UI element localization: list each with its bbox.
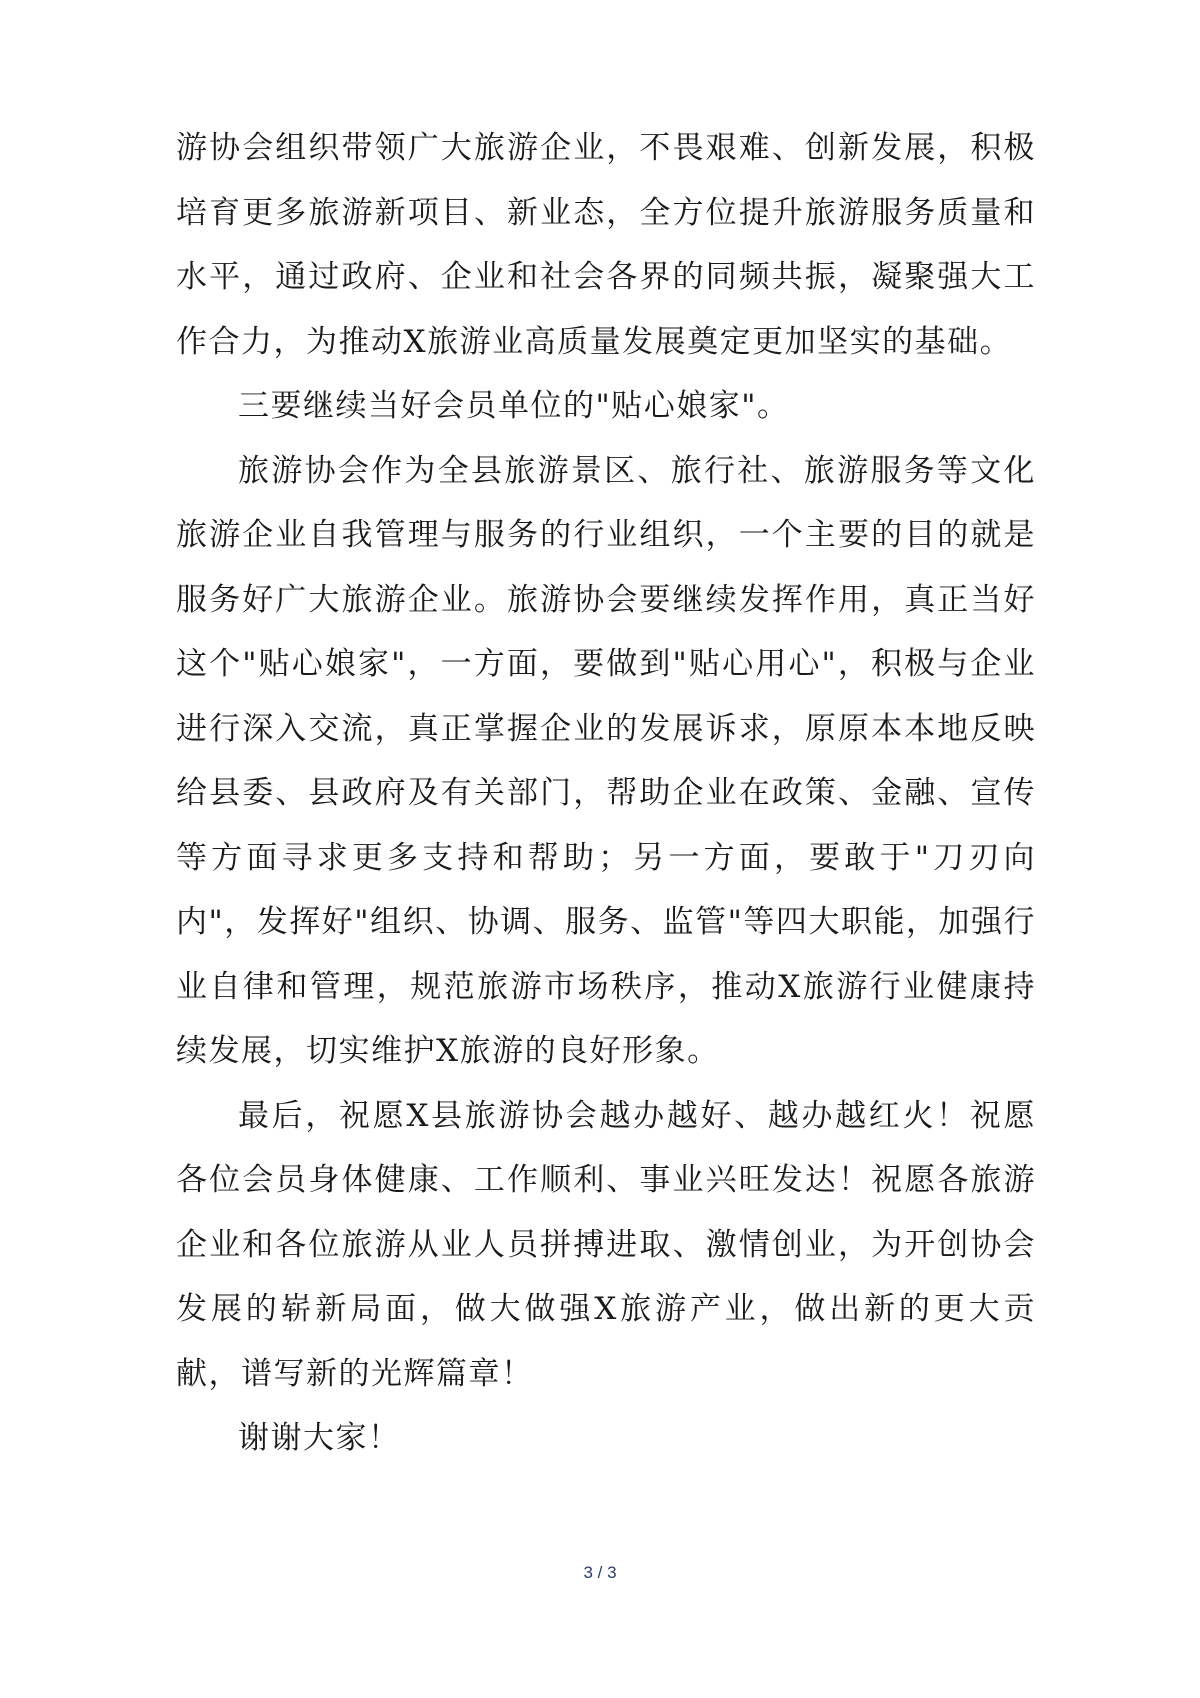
page-number: 3 / 3 bbox=[583, 1563, 617, 1582]
paragraph-thanks: 谢谢大家！ bbox=[238, 1420, 401, 1456]
document-body bbox=[176, 116, 1036, 1471]
paragraph-association-role: 旅游协会作为全县旅游景区、旅行社、旅游服务等文化旅游企业自我管理与服务的行业组织，一个主要的目的就是服务好广大旅游企业。旅游协会要继续发挥作用，真正当好这个"贴心娘家"，一方面，要做到"贴心用心"，积极与企业进行深入交流，真正掌握企业的发展诉求，原原本本地反映给县委、县政府及有关部门，帮助企业在政策、金融、宣传等方面寻求更多支持和帮助；另一方面，要敢于"刀刃向内"，发挥好"组织、协调、服务、监管"等四大职能，加强行业自律和管理，规范旅游市场秩序，推动X旅游行业健康持续发展，切实维护X旅游的良好形象。 bbox=[176, 452, 1036, 1069]
paragraph-continuation: 游协会组织带领广大旅游企业，不畏艰难、创新发展，积极培育更多旅游新项目、新业态，全方位提升旅游服务质量和水平，通过政府、企业和社会各界的同频共振，凝聚强大工作合力，为推动X旅游业高质量发展奠定更加坚实的基础。 bbox=[176, 130, 1036, 360]
paragraph-closing-wishes: 最后，祝愿X县旅游协会越办越好、越办越红火！祝愿各位会员身体健康、工作顺利、事业兴旺发达！祝愿各旅游企业和各位旅游从业人员拼搏进取、激情创业，为开创协会发展的崭新局面，做大做强X旅游产业，做出新的更大贡献，谱写新的光辉篇章！ bbox=[176, 1097, 1036, 1392]
paragraph-heading-third-point: 三要继续当好会员单位的"贴心娘家"。 bbox=[238, 388, 790, 424]
